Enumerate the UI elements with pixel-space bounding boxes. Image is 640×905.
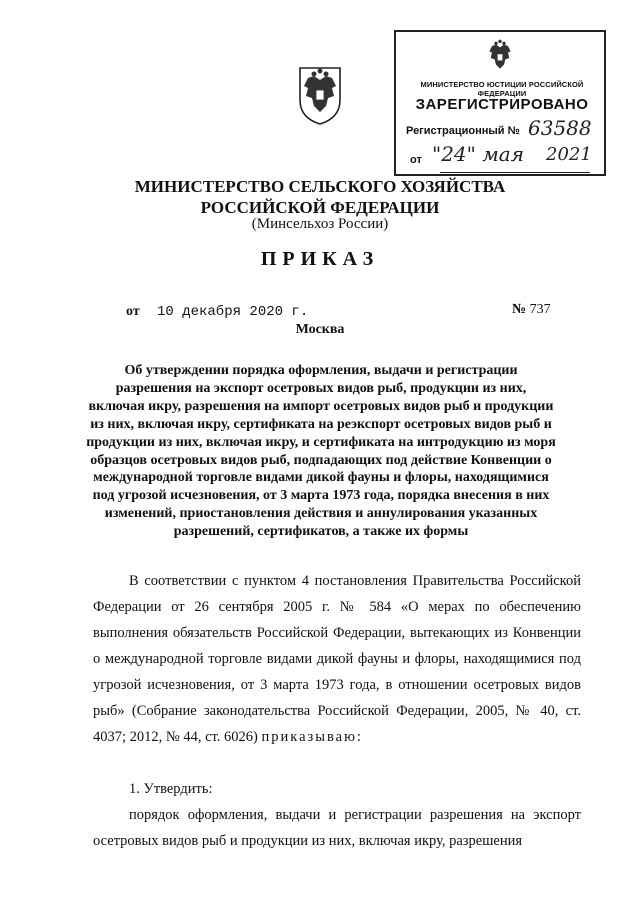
ministry-short-name: (Минсельхоз России) bbox=[251, 216, 389, 232]
order-word: приказываю: bbox=[261, 729, 363, 745]
stamp-number-value: 63588 bbox=[528, 116, 592, 140]
date-prefix: от bbox=[126, 304, 140, 319]
stamp-emblem-icon bbox=[482, 38, 518, 78]
order-number-label: № bbox=[512, 302, 527, 317]
stamp-number-label: Регистрационный № bbox=[406, 125, 520, 137]
body-paragraph-1 bbox=[93, 568, 581, 750]
document-type: ПРИКАЗ bbox=[260, 248, 380, 270]
ministry-line-1: МИНИСТЕРСТВО СЕЛЬСКОГО ХОЗЯЙСТВА bbox=[134, 177, 506, 196]
city: Москва bbox=[295, 322, 345, 337]
body-paragraph-3: порядок оформления, выдачи и регистрации разрешения на экспорт осетровых видов рыб и продукции из них, включая икру, разрешения bbox=[93, 807, 581, 849]
stamp-date-year: 2021 bbox=[546, 144, 592, 165]
stamp-date-handwritten: "24" мая bbox=[432, 142, 524, 166]
stamp-ministry: МИНИСТЕРСТВО ЮСТИЦИИ РОССИЙСКОЙ ФЕДЕРАЦИИ bbox=[420, 80, 584, 98]
ministry-line-2: РОССИЙСКОЙ ФЕДЕРАЦИИ bbox=[200, 198, 440, 217]
document-title: Об утверждении порядка оформления, выдачи и регистрации разрешения на экспорт осетровых видов рыб, продукции из них, включая икру, разрешения на импорт осетровых видов рыб и продукции из них, включая икру, сертификата на реэкспорт осетровых видов рыб и продукции из них, включая икру, и сертификата на интродукцию из моря образцов осетровых видов рыб, подпадающих под действие Конвенции о международной торговле видами дикой фауны и флоры, находящимися под угрозой исчезновения, от 3 марта 1973 года, порядка внесения в них изменений, приостановления действия и аннулирования указанных разрешений, сертификатов, а также их формы bbox=[86, 363, 556, 540]
preamble-text: В соответствии с пунктом 4 постановления Правительства Российской Федерации от 26 сентября 2005 г. № 584 «О мерах по обеспечению выполнения обязательств Российской Федерации, вытекающих из Конвенции о международной торговле видами дикой фауны и флоры, находящимися под угрозой исчезновения, от 3 марта 1973 года, в отношении осетровых видов рыб» (Собрание законодательства Российской Федерации, 2005, № 40, ст. 4037; 2012, № 44, ст. 6026) bbox=[93, 573, 581, 745]
stamp-date-prefix: от bbox=[410, 154, 422, 166]
order-number bbox=[512, 302, 551, 318]
document-date: 10 декабря 2020 г. bbox=[157, 304, 309, 320]
registration-stamp bbox=[394, 30, 606, 176]
stamp-registered: ЗАРЕГИСТРИРОВАНО bbox=[415, 96, 589, 113]
body-paragraph-2: 1. Утвердить: bbox=[129, 781, 213, 797]
stamp-underline bbox=[440, 172, 590, 173]
coat-of-arms-emblem bbox=[296, 66, 344, 126]
ministry-name bbox=[0, 176, 640, 218]
order-number-value: 737 bbox=[529, 302, 551, 317]
